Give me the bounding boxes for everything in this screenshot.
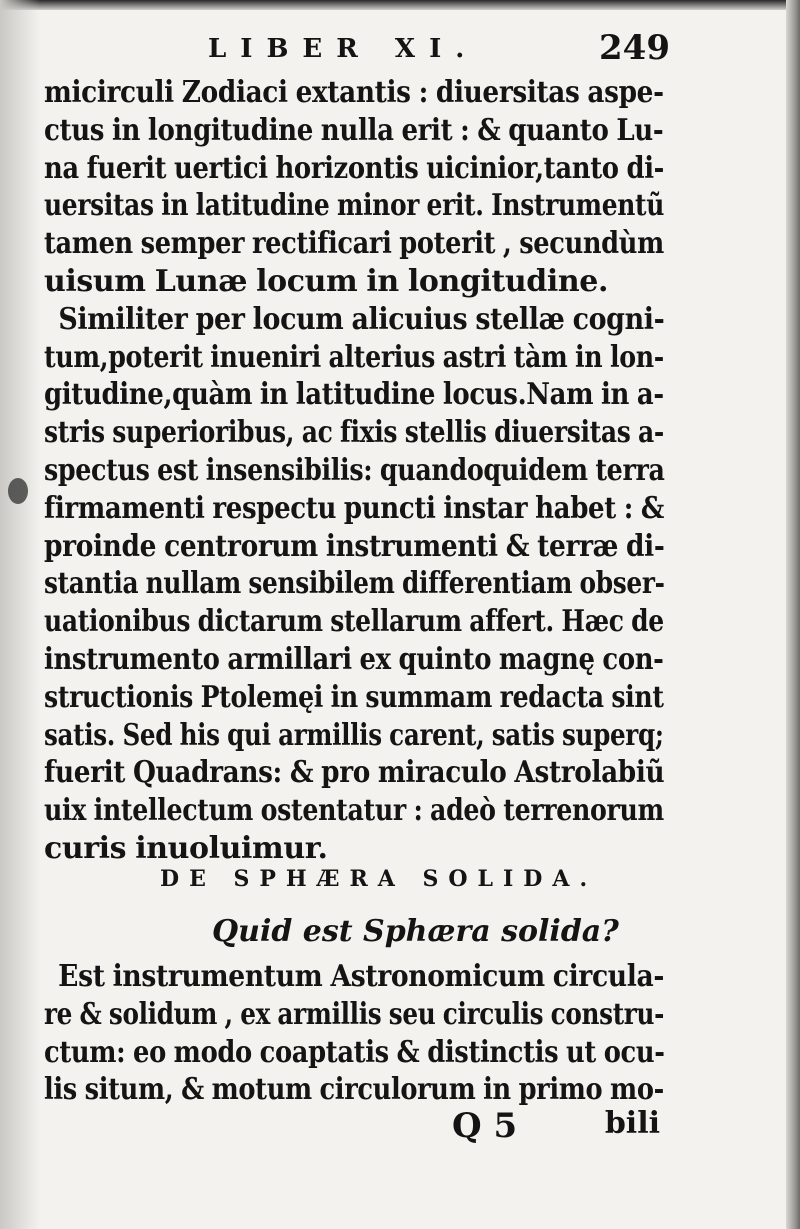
text-line: proinde centrorum instrumenti & terræ di- xyxy=(44,528,665,564)
text-line: micirculi Zodiaci extantis : diuersitas aspe- xyxy=(44,75,664,110)
text-line: stantia nullam sensibilem differentiam obser- xyxy=(44,566,665,602)
page-right-edge xyxy=(786,0,800,1229)
text-line: spectus est insensibilis: quandoquidem terra xyxy=(44,452,665,488)
section-question: Quid est Sphæra solida? xyxy=(212,914,619,949)
text-line: tamen semper rectificari poterit , secundùm xyxy=(44,226,664,262)
text-line: na fuerit uertici horizontis uicinior,tanto di- xyxy=(44,150,665,186)
text-line: instrumento armillari ex quinto magnę con- xyxy=(44,641,664,677)
page-header xyxy=(40,28,670,72)
ink-blot xyxy=(8,478,28,504)
text-line: gitudine,quàm in latitudine locus.Nam in a- xyxy=(44,377,664,413)
body-text-block-2 xyxy=(44,958,664,1109)
catchword: bili xyxy=(604,1106,660,1141)
text-line: ctus in longitudine nulla erit : & quanto Lu- xyxy=(44,112,664,148)
text-line: uersitas in latitudine minor erit. Instrumentũ xyxy=(44,188,665,224)
text-line: uisum Lunæ locum in longitudine. xyxy=(44,263,609,299)
text-line: structionis Ptolemęi in summam redacta sint xyxy=(44,679,664,715)
text-line: firmamenti respectu puncti instar habet : & xyxy=(44,490,664,526)
text-line: tum,poterit inueniri alterius astri tàm in lon- xyxy=(44,339,664,375)
text-line: ctum: eo modo coaptatis & distinctis ut ocu- xyxy=(44,1034,665,1070)
text-line: satis. Sed his qui armillis carent, satis superq; xyxy=(44,717,664,753)
text-line: Similiter per locum alicuius stellæ cogni- xyxy=(58,301,665,337)
text-line: re & solidum , ex armillis seu circulis constru- xyxy=(44,996,665,1032)
section-heading: DE SPHÆRA SOLIDA. xyxy=(160,866,598,892)
text-line: stris superioribus, ac fixis stellis diuersitas a- xyxy=(44,415,664,451)
text-line: fuerit Quadrans: & pro miraculo Astrolabiũ xyxy=(44,755,665,791)
signature-mark: Q 5 xyxy=(452,1106,518,1146)
text-line: curis inuoluimur. xyxy=(44,830,328,866)
text-line: lis situm, & motum circulorum in primo mo- xyxy=(44,1072,664,1108)
page-number: 249 xyxy=(599,28,670,68)
text-line: uix intellectum ostentatur : adeò terrenorum xyxy=(44,793,664,829)
text-line: Est instrumentum Astronomicum circula- xyxy=(58,959,665,994)
page-gutter-shadow xyxy=(0,0,40,1229)
running-head: LIBER XI. xyxy=(208,34,479,64)
page-top-edge xyxy=(0,0,800,10)
page-footer xyxy=(40,1106,660,1146)
text-line: uationibus dictarum stellarum affert. Hæc de xyxy=(44,604,664,640)
body-text-block-1 xyxy=(44,74,664,868)
